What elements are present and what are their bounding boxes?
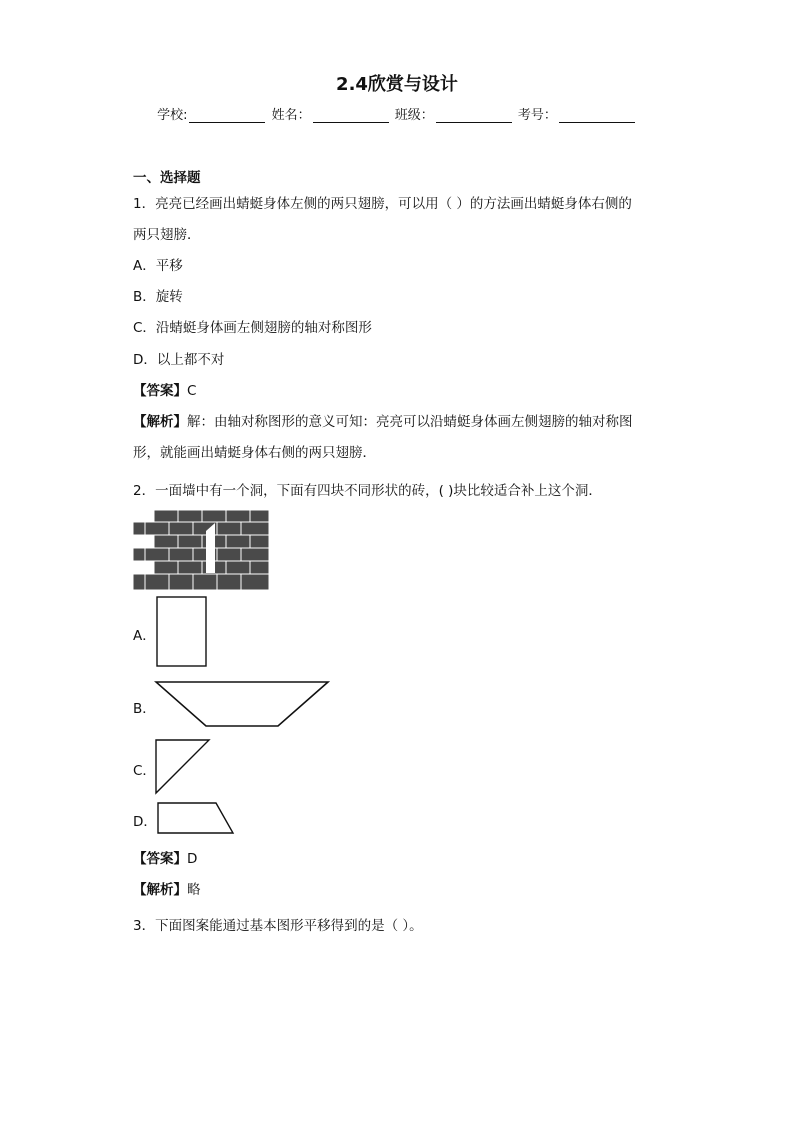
student-info-line [0,104,794,123]
q1-analysis-text1: 解：由轴对称图形的意义可知：亮亮可以沿蜻蜓身体画左侧翅膀的轴对称图 [187,414,633,430]
q1-option-b: B．旋转 [133,289,183,305]
q1-analysis-tag: 【解析】 [133,414,187,430]
q1-stem-line1: 1．亮亮已经画出蜻蜓身体左侧的两只翅膀，可以用（ ）的方法画出蜻蜓身体右侧的 [133,196,632,212]
brick-wall-figure [132,509,270,591]
q1-option-d: D．以上都不对 [133,352,225,368]
q2-answer-tag: 【答案】 [133,851,187,867]
school-label: 学校: [157,108,188,123]
q2-option-a-label: A． [133,628,156,644]
page-title: 2.4欣赏与设计 [336,74,458,95]
q2-answer [133,847,197,867]
q2-option-c-label: C． [133,763,156,779]
q2-stem: 2．一面墙中有一个洞，下面有四块不同形状的砖，( )块比较适合补上这个洞． [133,483,602,499]
q2-option-d-label: D． [133,814,157,830]
q3-stem: 3．下面图案能通过基本图形平移得到的是（ ）。 [133,918,423,934]
name-label: 姓名： [271,108,311,123]
q1-answer [133,379,196,399]
shape-b-trapezoid [154,680,332,730]
q1-analysis-line2: 形，就能画出蜻蜓身体右侧的两只翅膀． [133,445,376,461]
shape-d-trapezoid [156,801,238,837]
q1-answer-value: C [187,383,197,399]
q1-option-c: C．沿蜻蜓身体画左侧翅膀的轴对称图形 [133,320,372,336]
q1-stem-line2: 两只翅膀． [133,227,201,243]
exam-no-label: 考号： [517,108,557,123]
school-blank [189,108,265,123]
shape-a-rectangle [156,596,210,670]
class-blank [436,108,512,123]
name-blank [313,108,389,123]
q1-option-a: A．平移 [133,258,183,274]
q2-analysis-tag: 【解析】 [133,882,187,898]
exam-no-blank [559,108,635,123]
q1-analysis-line1 [133,410,633,430]
q2-analysis-text: 略 [187,882,201,898]
class-label: 班级： [394,108,434,123]
q2-answer-value: D [187,851,198,867]
q2-option-b-label: B． [133,701,156,717]
shape-c-triangle [154,738,212,796]
q2-analysis [133,878,201,898]
section-heading: 一、选择题 [133,170,201,186]
q1-answer-tag: 【答案】 [133,383,187,399]
